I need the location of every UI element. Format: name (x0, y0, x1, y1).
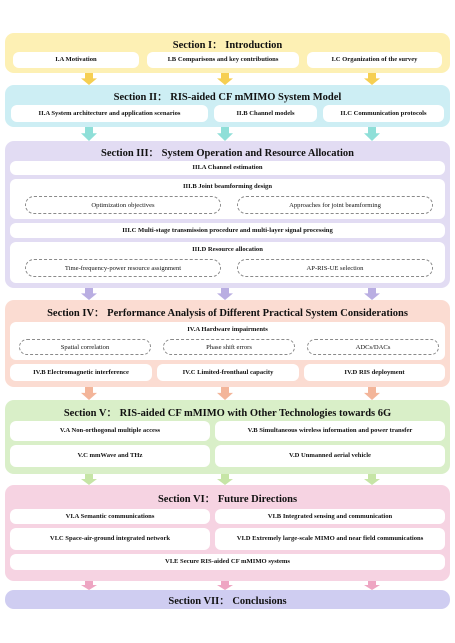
down-arrow-6-2 (217, 581, 233, 590)
item-semantic-communications: VI.A Semantic communications (10, 509, 210, 524)
item-organization: I.C Organization of the survey (307, 52, 442, 68)
section-conclusions (5, 590, 450, 609)
item-sagin: VI.C Space-air-ground integrated network (10, 528, 210, 550)
section-title: Section III： System Operation and Resource Allocation (101, 148, 354, 159)
down-arrow-3-2 (217, 288, 233, 300)
down-arrow-1-1 (81, 73, 97, 85)
item-noma: V.A Non-orthogonal multiple access (10, 421, 210, 441)
sub-time-frequency-power: Time-frequency-power resource assignment (25, 259, 221, 277)
resource-allocation-title: III.D Resource allocation (192, 246, 263, 253)
section-system-model (5, 85, 450, 127)
sub-approaches-joint-beamforming: Approaches for joint beamforming (237, 196, 433, 214)
section-system-operation (5, 141, 450, 288)
item-motivation: I.A Motivation (13, 52, 139, 68)
section-other-technologies (5, 400, 450, 474)
section-future-directions (5, 485, 450, 581)
item-channel-models: II.B Channel models (214, 105, 317, 122)
item-ris-deployment: IV.D RIS deployment (304, 364, 445, 381)
down-arrow-2-2 (217, 127, 233, 141)
sub-spatial-correlation: Spatial correlation (19, 339, 151, 355)
item-uav: V.D Unmanned aerial vehicle (215, 445, 445, 467)
section-introduction (5, 33, 450, 73)
section-title: Section VI： Future Directions (157, 494, 298, 505)
down-arrow-5-3 (364, 474, 380, 485)
down-arrow-5-1 (81, 474, 97, 485)
item-mmwave-thz: V.C mmWave and THz (10, 445, 210, 467)
item-system-architecture: II.A System architecture and application scenarios (11, 105, 208, 122)
down-arrow-2-3 (364, 127, 380, 141)
down-arrow-4-3 (364, 387, 380, 400)
item-isac: VI.B Integrated sensing and communication (215, 509, 445, 524)
joint-beamforming-title: III.B Joint beamforming design (182, 183, 273, 190)
item-electromagnetic-interference: IV.B Electromagnetic interference (10, 364, 152, 381)
item-communication-protocols: II.C Communication protocols (323, 105, 444, 122)
section-title: Section IV： Performance Analysis of Different Practical System Considerations (47, 308, 408, 319)
down-arrow-1-2 (217, 73, 233, 85)
sub-ap-ris-ue-selection: AP-RIS-UE selection (237, 259, 433, 277)
section-title: Section VII： Conclusions (168, 596, 287, 607)
section-title: Section II： RIS-aided CF mMIMO System Model (113, 92, 342, 103)
item-channel-estimation: III.A Channel estimation (10, 161, 445, 175)
down-arrow-3-3 (364, 288, 380, 300)
item-xl-mimo: VI.D Extremely large-scale MIMO and near field communications (215, 528, 445, 550)
sub-adcs-dacs: ADCs/DACs (307, 339, 439, 355)
item-swipt: V.B Simultaneous wireless information and power transfer (215, 421, 445, 441)
item-secure-systems: VI.E Secure RIS-aided CF mMIMO systems (10, 554, 445, 570)
down-arrow-5-2 (217, 474, 233, 485)
sub-optimization-objectives: Optimization objectives (25, 196, 221, 214)
down-arrow-1-3 (364, 73, 380, 85)
section-performance-analysis (5, 300, 450, 387)
item-comparisons: I.B Comparisons and key contributions (147, 52, 299, 68)
item-multi-stage-transmission: III.C Multi-stage transmission procedure and multi-layer signal processing (10, 223, 445, 238)
down-arrow-4-1 (81, 387, 97, 400)
item-limited-fronthaul: IV.C Limited-fronthaul capacity (157, 364, 299, 381)
section-title: Section V： RIS-aided CF mMIMO with Other Technologies towards 6G (63, 408, 392, 419)
down-arrow-2-1 (81, 127, 97, 141)
down-arrow-3-1 (81, 288, 97, 300)
down-arrow-4-2 (217, 387, 233, 400)
down-arrow-6-3 (364, 581, 380, 590)
sub-phase-shift-errors: Phase shift errors (163, 339, 295, 355)
section-title: Section I： Introduction (172, 40, 283, 51)
hardware-impairments-title: IV.A Hardware impairments (187, 326, 268, 333)
down-arrow-6-1 (81, 581, 97, 590)
